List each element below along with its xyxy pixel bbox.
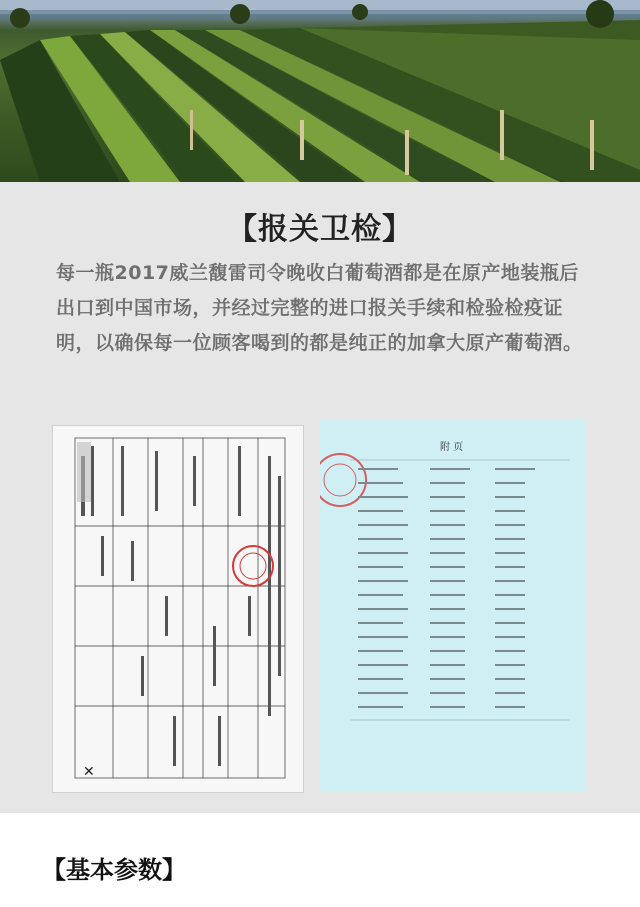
inspection-attachment-document-image xyxy=(320,420,586,792)
section-description: 每一瓶2017威兰馥雷司令晚收白葡萄酒都是在原产地装瓶后出口到中国市场，并经过完整的进口报关手续和检验检疫证明，以确保每一位顾客喝到的都是纯正的加拿大原产葡萄酒。 xyxy=(56,262,583,354)
vineyard-hero-image xyxy=(0,0,640,182)
section-title: 【报关卫检】 xyxy=(227,212,413,247)
attachment-header: 附 页 xyxy=(440,442,464,453)
customs-declaration-document-image xyxy=(53,426,303,792)
svg-text:✕: ✕ xyxy=(83,764,95,780)
basic-parameters-title: 【基本参数】 xyxy=(42,856,186,884)
